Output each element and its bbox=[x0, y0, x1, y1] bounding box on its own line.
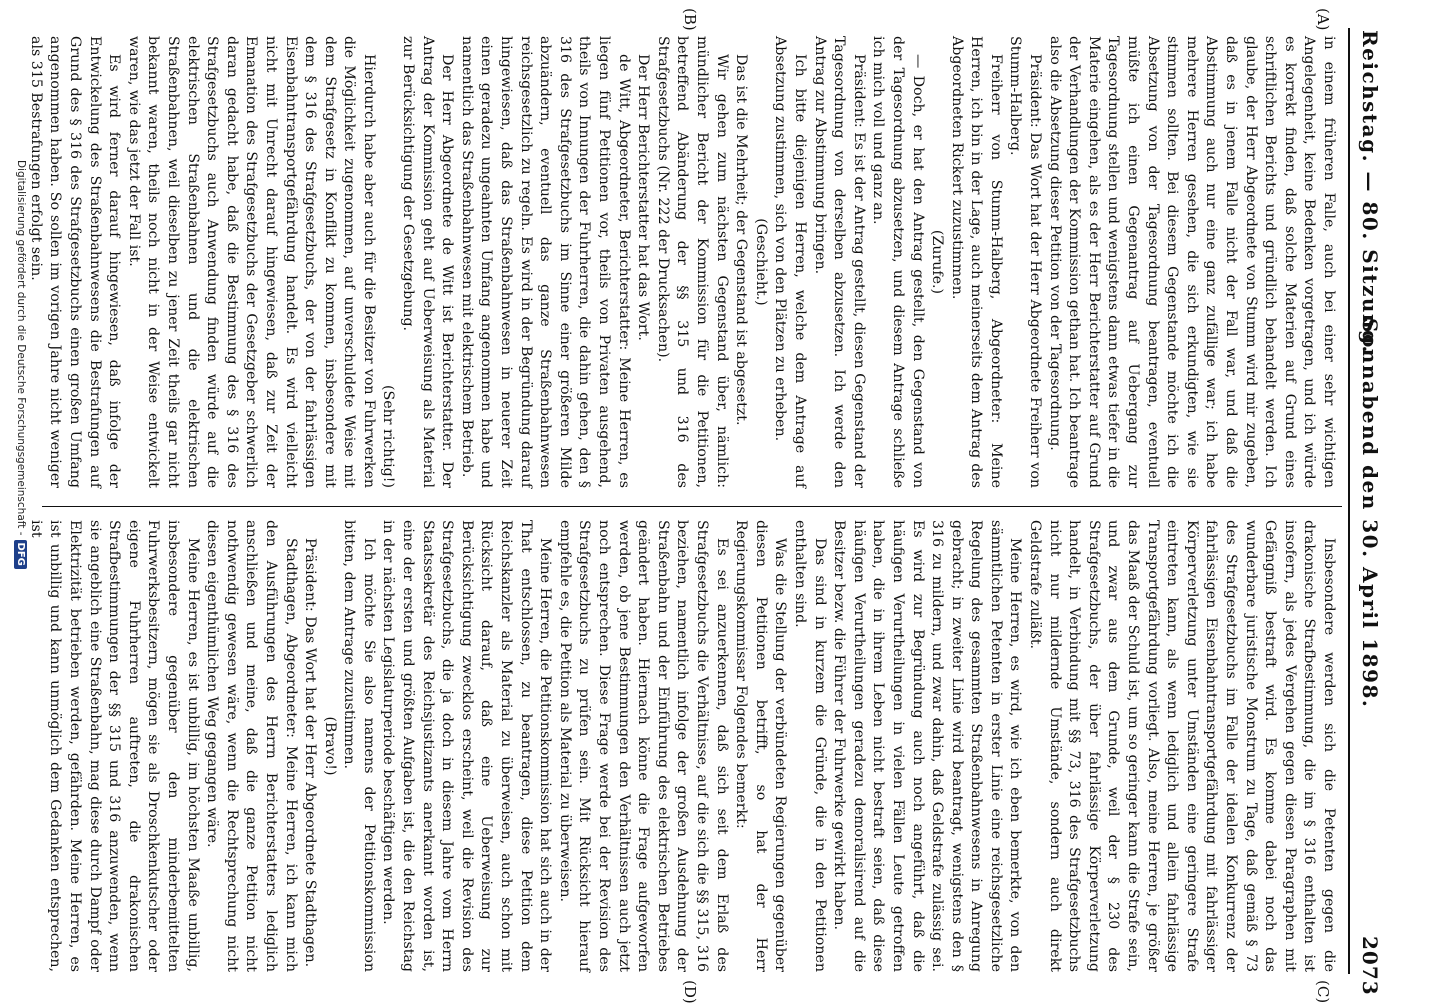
paragraph: — Doch, er hat den Antrag gestellt, den Gegenstand von der Tagesordnung abzusetzen, und diesem Antrage schließe ich mich voll und ganz an. bbox=[870, 36, 926, 488]
paragraph: Hierdurch habe aber auch für die Besitzer von Fuhrwerken die Möglichkeit zugenommen, auf unverschuldete Weise mit dem Strafgesetz in Konflikt zu kommen, insbesondere mit dem § 316 des Strafgesetzbuchs, der von der fahrlässigen Eisenbahntransportgefährdung handelt. Es wird vielleicht nicht mit Unrecht darauf hingewiesen, daß zur Zeit der Emanation des Strafgesetzbuchs der Gesetzgeber schwerlich daran gedacht habe, daß die Bestimmung des § 316 des Strafgesetzbuchs auch Anwendung finden würde auf die elektrischen Straßenbahnen und die elektrischen Straßenbahnen, weil dieselben zu jener Zeit theils gar nicht bekannt waren, theils noch nicht in der Weise entwickelt waren, wie das jetzt der Fall ist. bbox=[125, 36, 377, 488]
page-number: 2073 bbox=[1358, 936, 1382, 996]
paragraph: Stadthagen, Abgeordneter: Meine Herren, ich kann mich den Ausführungen des Herrn Berichterstatters lediglich anschließen und meine, daß die ganze Petition nicht nothwendig gewesen wäre, wenn die Rechtsprechung nicht diesen eigenthümlichen Weg gegangen wäre. bbox=[204, 520, 299, 972]
paragraph: Freiherr von Stumm-Halberg, Abgeordneter: Meine Herren, ich bin in der Lage, auch meinerseits dem Antrag des Abgeordneten Rickert zuzustimmen. bbox=[948, 36, 1004, 488]
paragraph: Der Herr Abgeordnete de Witt ist Berichterstatter. Der Antrag der Kommission geht auf Ueberweisung als Material zur Berücksichtigung der Gesetzgebung. bbox=[400, 36, 456, 488]
page-header bbox=[1352, 28, 1386, 996]
paragraph: Es sei anzuerkennen, daß sich seit dem Erlaß des Strafgesetzbuchs die Verhältnisse, auf die sich die §§ 315, 316 beziehen, namentlich infolge der großen Ausdehnung der Straßenbahn und der Einführung des elektrischen Betriebes geändert haben. Hiernach könne die Frage aufgeworfen werden, ob jene Bestimmungen den Verhältnissen auch jetzt noch entsprechen. Diese Frage werde bei der Revision des Strafgesetzbuchs zu prüfen sein. Mit Rücksicht hierauf empfehle es, die Petition als Material zu überweisen. bbox=[556, 520, 730, 972]
paragraph: Der Herr Berichterstatter hat das Wort. bbox=[635, 54, 652, 341]
paragraph: Ich bitte diejenigen Herren, welche dem Antrage auf Absetzung zustimmen, sich von den Plätzen zu erheben. bbox=[772, 36, 808, 488]
interjection: (Geschieht.) bbox=[752, 218, 769, 306]
margin-marker-c: (C) bbox=[1314, 980, 1332, 1004]
dfg-logo: DFG bbox=[14, 540, 27, 569]
paragraph: Das sind in kurzem die Gründe, die in den Petitionen enthalten sind. bbox=[791, 520, 828, 972]
header-session: Reichstag. — 80. Sitzung. bbox=[1358, 30, 1382, 354]
left-column bbox=[27, 36, 1338, 488]
margin-marker-d: (D) bbox=[681, 980, 699, 1004]
digitization-footer bbox=[14, 160, 27, 569]
interjection: (Sehr richtig!) bbox=[380, 384, 397, 488]
margin-marker-b: (B) bbox=[681, 8, 699, 31]
paragraph: Ich möchte Sie also namens der Petitionskommission bitten, dem Antrage zuzustimmen. bbox=[341, 520, 377, 972]
paragraph: Das ist die Mehrheit; der Gegenstand ist abgesetzt. bbox=[733, 54, 750, 426]
paragraph: Präsident: Es ist der Antrag gestellt, diesen Gegenstand der Tagesordnung von derselben abzusetzen. Ich werde den Antrag zur Abstimmung bringen. bbox=[811, 36, 867, 488]
paragraph: Es wird ferner darauf hingewiesen, daß infolge der Entwickelung des Straßenbahnwesens die Bestrafungen auf Grund des § 316 des Strafgesetzbuchs einen großen Umfang angenommen haben. So sollen im vorigen Jahre nicht weniger als 315 Bestrafungen erfolgt sein. bbox=[27, 36, 123, 488]
paragraph: in einem früheren Falle, auch bei einer sehr wichtigen Angelegenheit, keine Bedenken vorgetragen, und ich würde es korrekt finden, daß solche Materien auf Grund eines schriftlichen Berichts und gründlich behandelt werden. Ich glaube, der Herr Abgeordnete von Stumm wird mir zugeben, daß es in jenem Falle nicht der Fall war, und daß die Abstimmung auch nur eine ganz zufällige war; ich habe mehrere Herren gesehen, die sich erkundigten, wie sie stimmen sollten. Bei diesem Gegenstande möchte ich die Absetzung von der Tagesordnung beantragen, eventuell müßte ich einen Gegenantrag auf Uebergang zur Tagesordnung stellen und wenigstens dann etwas tiefer in die Materie eingehen, als es der Herr Berichterstatter auf Grund der Verhandlungen der Kommission gethan hat. Ich beantrage also die Absetzung dieser Petition von der Tagesordnung. bbox=[1046, 36, 1337, 488]
paragraph: Meine Herren, es ist unbillig, im höchsten Maaße unbillig, insbesondere gegenüber den minderbemittelten Fuhrwerksbesitzern, mögen sie als Droschkenkutscher oder eigene Fuhrherren auftreten, die drakonischen Strafbestimmungen der §§ 315 und 316 anzuwenden, wenn sie angeblich eine Straßenbahn, mag diese durch Dampf oder Elektrizität betrieben werden, gefährden. Meine Herren, es ist unbillig und kann unmöglich dem Gedanken entsprechen, ist bbox=[27, 520, 201, 972]
paragraph: Wir gehen zum nächsten Gegenstand über, nämlich: mündlicher Bericht der Kommission für die Petitionen, betreffend Abänderung der §§ 315 und 316 des Strafgesetzbuchs (Nr. 222 der Drucksachen). bbox=[654, 36, 730, 488]
footer-text: Digitalisierung gefördert durch die Deutsche Forschungsgemeinschaft - bbox=[15, 160, 27, 536]
interjection: (Zurufe.) bbox=[929, 229, 946, 295]
header-date: Sonnabend den 30. April 1898. bbox=[1358, 318, 1382, 709]
interjection: (Bravo!) bbox=[321, 716, 338, 776]
paragraph: Präsident: Das Wort hat der Herr Abgeordnete Freiherr von Stumm-Halberg. bbox=[1007, 36, 1044, 488]
paragraph: Präsident: Das Wort hat der Herr Abgeordnete Stadthagen. bbox=[302, 538, 319, 968]
paragraph: de Witt, Abgeordneter, Berichterstatter: Meine Herren, es liegen fünf Petitionen vor, theils von Privaten ausgehend, theils von Innungen der Fuhrherren, die dahin gehen, den § 316 des Strafgesetzbuchs im Sinne einer größeren Milde abzuändern, eventuell das ganze Straßenbahnwesen reichsgesetzlich zu regeln. Es wird in der Begründung darauf hingewiesen, daß das Straßenbahnwesen in neuerer Zeit einen geradezu ungeahnten Umfang angenommen habe und namentlich das Straßenbahnwesen mit elektrischem Betrieb. bbox=[458, 36, 632, 488]
header-rule bbox=[1348, 28, 1350, 974]
column-divider bbox=[42, 506, 1342, 507]
margin-marker-a: (A) bbox=[1314, 8, 1332, 31]
paragraph: Meine Herren, es wird, wie ich eben bemerkte, von den sämmtlichen Petenten in erster Linie eine reichsgesetzliche Regelung des gesammten Straßenbahnwesens in Anregung gebracht; in zweiter Linie wird beantragt, wenigstens den § 316 zu mildern, und zwar dahin, daß Geldstrafe zulässig sei. Es wird zur Begründung auch noch angeführt, daß die häufigen Verurtheilungen in vielen Fällen Leute getroffen haben, die in ihrem Leben nicht bestraft seien, daß diese häufigen Verurtheilungen geradezu demoralisirend auf die Besitzer bezw. die Führer der Fuhrwerke gewirkt haben. bbox=[831, 520, 1024, 972]
right-column bbox=[27, 520, 1338, 972]
paragraph: Was die Stellung der verbündeten Regierungen gegenüber diesen Petitionen betrifft, so hat der Herr Regierungskommissar Folgendes bemerkt: bbox=[733, 520, 789, 972]
paragraph: Meine Herren, die Petitionskommission hat sich auch in der That entschlossen, zu beantragen, diese Petition dem Reichskanzler als Material zu überweisen, auch schon mit Rücksicht darauf, daß eine Ueberweisung zur Berücksichtigung zwecklos erscheint, weil die Revision des Strafgesetzbuchs, die ja doch in diesem Jahre vom Herrn Staatssekretär des Reichsjustizamts anerkannt worden ist, eine der ersten und größten Aufgaben ist, die den Reichstag in der nächsten Legislaturperiode beschäftigen werden. bbox=[380, 520, 554, 972]
paragraph: Insbesondere werden sich die Petenten gegen die drakonische Strafbestimmung, die im § 316 enthalten ist insofern, als jedes Vergehen gegen diesen Paragraphen mit Gefängniß bestraft wird. Es komme dabei noch das wunderbare juristische Monstrum zu Tage, daß gemäß § 73 des Strafgesetzbuchs im Falle der idealen Konkurrenz der fahrlässigen Eisenbahntransportgefährdung mit fahrlässiger Körperverletzung unter Umständen eine geringere Strafe eintreten kann, als wenn lediglich und allein fahrlässige Transportgefährdung vorliegt. Also, meine Herren, je größer das Maaß der Schuld ist, um so geringer kann die Strafe sein, und zwar aus dem Grunde, weil der § 230 des Strafgesetzbuchs, der über fahrlässige Körperverletzung handelt, in Verbindung mit §§ 73, 316 des Strafgesetzbuchs nicht nur mildernde Umstände, sondern auch direkt Geldstrafe zuläßt. bbox=[1027, 520, 1337, 972]
